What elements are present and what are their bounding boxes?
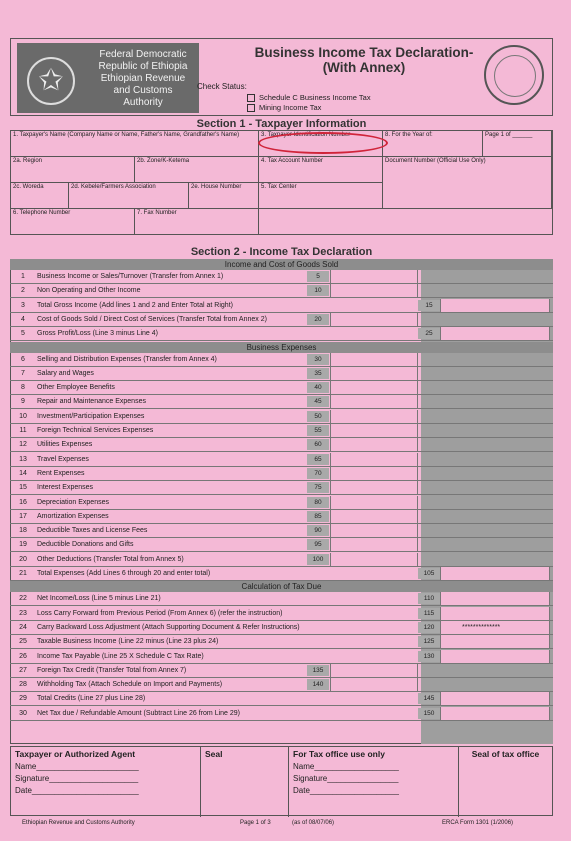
amount-field[interactable] (330, 453, 418, 466)
amount-field[interactable] (440, 567, 550, 580)
table-row (10, 678, 553, 692)
line-code: 145 (418, 693, 440, 704)
amount-field[interactable] (330, 481, 418, 494)
line-description: Other Employee Benefits (37, 384, 115, 392)
star-emblem-icon: ✩ (27, 57, 75, 105)
amount-field[interactable] (330, 524, 418, 537)
amount-field[interactable] (330, 678, 418, 691)
line-description: Total Expenses (Add Lines 6 through 20 and enter total) (37, 570, 211, 577)
amount-field[interactable] (330, 284, 418, 297)
line-code: 35 (307, 368, 329, 379)
table-row (10, 284, 553, 298)
office-date-line: Date____________________ (293, 786, 399, 795)
table-row (10, 327, 553, 341)
line-description: Total Gross Income (Add lines 1 and 2 and Enter Total at Right) (37, 301, 233, 309)
table-row (10, 692, 553, 706)
option-schedule-c[interactable]: Schedule C Business Income Tax (247, 93, 371, 102)
amount-field[interactable] (440, 592, 550, 605)
line-code: 130 (418, 651, 440, 662)
line-description: Rent Expenses (37, 469, 85, 477)
line-description: Non Operating and Other Income (37, 287, 141, 295)
amount-field[interactable] (330, 381, 418, 394)
amount-field[interactable] (440, 635, 550, 648)
line-code: 135 (307, 665, 329, 676)
line-code: 120 (418, 622, 440, 633)
line-code: 10 (307, 285, 329, 296)
line-number: 3 (21, 301, 25, 309)
amount-field[interactable] (330, 496, 418, 509)
page-footer (22, 820, 542, 826)
line-number: 15 (19, 484, 27, 492)
line-number: 20 (19, 555, 27, 563)
line-number: 18 (19, 527, 27, 535)
line-description: Amortization Expenses (37, 512, 109, 520)
line-code: 20 (307, 314, 329, 325)
line-description: Interest Expenses (37, 484, 94, 492)
field-tax-account[interactable]: 4. Tax Account Number (259, 157, 383, 183)
agent-signature-line[interactable]: Signature____________________ (15, 774, 139, 783)
line-number: 4 (21, 315, 25, 323)
page-of: Page 1 of ______ (483, 131, 552, 157)
line-code: 75 (307, 482, 329, 493)
field-year[interactable]: 8. For the Year of: (383, 131, 483, 157)
line-description: Total Credits (Line 27 plus Line 28) (37, 695, 146, 703)
table-row (10, 707, 553, 721)
line-description: Depreciation Expenses (37, 498, 109, 506)
line-number: 5 (21, 330, 25, 338)
line-description: Net Tax due / Refundable Amount (Subtract Line 26 from Line 29) (37, 709, 240, 717)
line-description: Loss Carry Forward from Previous Period (From Annex 6) (refer the instruction) (37, 609, 283, 617)
office-title: For Tax office use only (293, 749, 385, 759)
table-row (10, 538, 553, 552)
line-code: 100 (307, 554, 329, 565)
tin-highlight-oval (258, 132, 388, 154)
line-number: 13 (19, 455, 27, 463)
agent-title: Taxpayer or Authorized Agent (15, 749, 136, 759)
line-number: 24 (19, 623, 27, 631)
line-code: 30 (307, 354, 329, 365)
line-code: 125 (418, 636, 440, 647)
amount-field[interactable] (440, 650, 550, 663)
line-description: Gross Profit/Loss (Line 3 minus Line 4) (37, 330, 158, 338)
line-number: 9 (21, 398, 25, 406)
table-row (10, 553, 553, 567)
table-row (10, 496, 553, 510)
field-tax-center[interactable]: 5. Tax Center (259, 183, 383, 209)
line-description: Income Tax Payable (Line 25 X Schedule C Tax Rate) (37, 652, 204, 660)
line-description: Cost of Goods Sold / Direct Cost of Services (Transfer Total from Annex 2) (37, 315, 267, 323)
line-description: Travel Expenses (37, 455, 89, 463)
field-telephone[interactable]: 6. Telephone Number (11, 209, 135, 235)
ministry-seal-icon (484, 45, 544, 105)
line-description: Foreign Tax Credit (Transfer Total from Annex 7) (37, 666, 187, 674)
table-row (10, 270, 553, 284)
line-code: 110 (418, 593, 440, 604)
table-row (10, 607, 553, 621)
tax-form-page (10, 38, 553, 818)
amount-field[interactable] (330, 467, 418, 480)
field-region[interactable]: 2a. Region (11, 157, 135, 183)
amount-field[interactable] (440, 299, 550, 312)
line-code: 90 (307, 525, 329, 536)
line-code: 50 (307, 411, 329, 422)
agency-name: Federal Democratic Republic of Ethiopia Ethiopian Revenue and Customs Authority (98, 49, 188, 108)
agent-name-line[interactable]: Name_______________________ (15, 762, 139, 771)
line-number: 23 (19, 609, 27, 617)
agent-column (11, 747, 201, 817)
line-number: 19 (19, 541, 27, 549)
office-signature-line: Signature________________ (293, 774, 399, 783)
table-row (10, 313, 553, 327)
amount-field[interactable] (330, 313, 418, 326)
amount-field[interactable] (440, 327, 550, 340)
form-title: Business Income Tax Declaration- (With Annex) (254, 45, 474, 75)
line-description: Foreign Technical Services Expenses (37, 427, 154, 434)
line-description: Net Income/Loss (Line 5 minus Line 21) (37, 595, 161, 603)
section1-title: Section 1 - Taxpayer Information (196, 118, 367, 130)
section-band: Income and Cost of Goods Sold (10, 259, 553, 270)
amount-field[interactable] (330, 510, 418, 523)
line-code: 150 (418, 708, 440, 719)
line-description: Taxable Business Income (Line 22 minus (Line 23 plus 24) (37, 638, 219, 646)
seal-title: Seal (205, 749, 223, 759)
amount-field[interactable] (440, 707, 550, 720)
line-number: 1 (21, 273, 25, 280)
table-row (10, 592, 553, 606)
footer-form-id: ERCA Form 1301 (1/2006) (442, 820, 514, 826)
table-row (10, 395, 553, 409)
field-tin[interactable]: 3. Taxpayer Identification Number (259, 131, 383, 157)
line-description: Business Income or Sales/Turnover (Transfer from Annex 1) (37, 273, 224, 280)
line-code: 15 (418, 300, 440, 311)
table-row (10, 353, 553, 367)
line-code: 5 (307, 271, 329, 282)
field-zone[interactable]: 2b. Zone/K-Ketema (135, 157, 259, 183)
line-number: 8 (21, 384, 25, 392)
line-number: 6 (21, 355, 25, 363)
table-row (10, 424, 553, 438)
line-description: Utilities Expenses (37, 441, 93, 449)
line-number: 29 (19, 695, 27, 703)
checkbox[interactable] (247, 94, 255, 102)
line-number: 11 (19, 427, 27, 434)
line-number: 27 (19, 666, 27, 674)
line-code: 115 (418, 608, 440, 619)
field-woreda[interactable]: 2c. Woreda (11, 183, 69, 209)
line-number: 17 (19, 512, 27, 520)
line-number: 12 (19, 441, 27, 449)
line-description: Deductible Donations and Gifts (37, 541, 134, 549)
line-code: 85 (307, 511, 329, 522)
empty-cell (259, 209, 552, 235)
line-code: 105 (418, 568, 440, 579)
line-description: Repair and Maintenance Expenses (37, 398, 146, 406)
table-row (10, 467, 553, 481)
line-number: 10 (19, 412, 27, 420)
field-kebele[interactable]: 2d. Kebele/Farmers Association (69, 183, 189, 209)
form-header (10, 38, 553, 116)
check-status-label: Check Status: (197, 82, 247, 91)
line-number: 25 (19, 638, 27, 646)
agent-date-line[interactable]: Date________________________ (15, 786, 139, 795)
table-row (10, 367, 553, 381)
table-row (10, 410, 553, 424)
amount-field[interactable] (330, 270, 418, 283)
amount-field[interactable] (330, 438, 418, 451)
line-number: 30 (19, 709, 27, 717)
table-row (10, 481, 553, 495)
line-description: Other Deductions (Transfer Total from Annex 5) (37, 555, 184, 563)
amount-field[interactable] (330, 553, 418, 566)
table-row (10, 664, 553, 678)
table-row (10, 650, 553, 664)
section-band: Calculation of Tax Due (10, 581, 553, 592)
line-description: Salary and Wages (37, 369, 94, 377)
amount-field[interactable] (330, 424, 418, 437)
line-code: 95 (307, 539, 329, 550)
office-column (289, 747, 459, 817)
line-number: 7 (21, 369, 25, 377)
field-taxpayer-name[interactable]: 1. Taxpayer's Name (Company Name or Name, Father's Name, Grandfather's Name) (11, 131, 259, 157)
table-row (10, 510, 553, 524)
option-mining[interactable]: Mining Income Tax (247, 103, 321, 112)
amount-field[interactable] (330, 538, 418, 551)
agency-logo-block (17, 43, 199, 113)
footer-date: (as of 08/07/06) (292, 820, 335, 826)
line-description: Selling and Distribution Expenses (Transfer from Annex 4) (37, 355, 217, 363)
line-description: Carry Backward Loss Adjustment (Attach Supporting Document & Refer Instructions) (37, 623, 300, 631)
line-description: Deductible Taxes and License Fees (37, 527, 148, 535)
table-row (10, 621, 553, 635)
line-code: 60 (307, 439, 329, 450)
table-row (10, 567, 553, 581)
line-number: 14 (19, 469, 27, 477)
line-code: 25 (418, 328, 440, 339)
line-number: 28 (19, 681, 27, 689)
line-code: 140 (307, 679, 329, 690)
field-house-number[interactable]: 2e. House Number (189, 183, 259, 209)
line-code: 65 (307, 454, 329, 465)
line-code: 80 (307, 497, 329, 508)
line-description: Investment/Participation Expenses (37, 412, 145, 420)
section-band: Business Expenses (10, 342, 553, 353)
amount-field[interactable] (330, 395, 418, 408)
office-seal-column (459, 747, 552, 817)
table-row (10, 453, 553, 467)
table-row (10, 438, 553, 452)
footer-page: Page 1 of 3 (240, 820, 271, 826)
table-row (10, 524, 553, 538)
stars-mask: ************** (462, 623, 501, 631)
amount-field[interactable] (440, 607, 550, 620)
signature-block (10, 746, 553, 816)
line-description: Withholding Tax (Attach Schedule on Import and Payments) (37, 681, 223, 689)
line-code: 40 (307, 382, 329, 393)
amount-field[interactable] (330, 410, 418, 423)
amount-field[interactable] (330, 353, 418, 366)
seal-column (201, 747, 289, 817)
line-number: 26 (19, 652, 27, 660)
office-name-line: Name___________________ (293, 762, 399, 771)
checkbox[interactable] (247, 104, 255, 112)
line-code: 45 (307, 396, 329, 407)
line-number: 21 (19, 570, 27, 577)
table-row (10, 635, 553, 649)
section2-title: Section 2 - Income Tax Declaration (190, 246, 373, 258)
line-code: 55 (307, 425, 329, 436)
line-number: 2 (21, 287, 25, 295)
amount-field[interactable] (330, 367, 418, 380)
field-document-number: Document Number (Official Use Only) (383, 157, 552, 209)
office-seal-title: Seal of tax office (471, 749, 540, 759)
table-row (10, 299, 553, 313)
line-code: 70 (307, 468, 329, 479)
line-number: 22 (19, 595, 27, 603)
footer-agency: Ethiopian Revenue and Customs Authority (22, 820, 135, 826)
amount-field[interactable] (330, 664, 418, 677)
line-number: 16 (19, 498, 27, 506)
field-fax[interactable]: 7. Fax Number (135, 209, 259, 235)
amount-field[interactable] (440, 692, 550, 705)
table-row (10, 381, 553, 395)
